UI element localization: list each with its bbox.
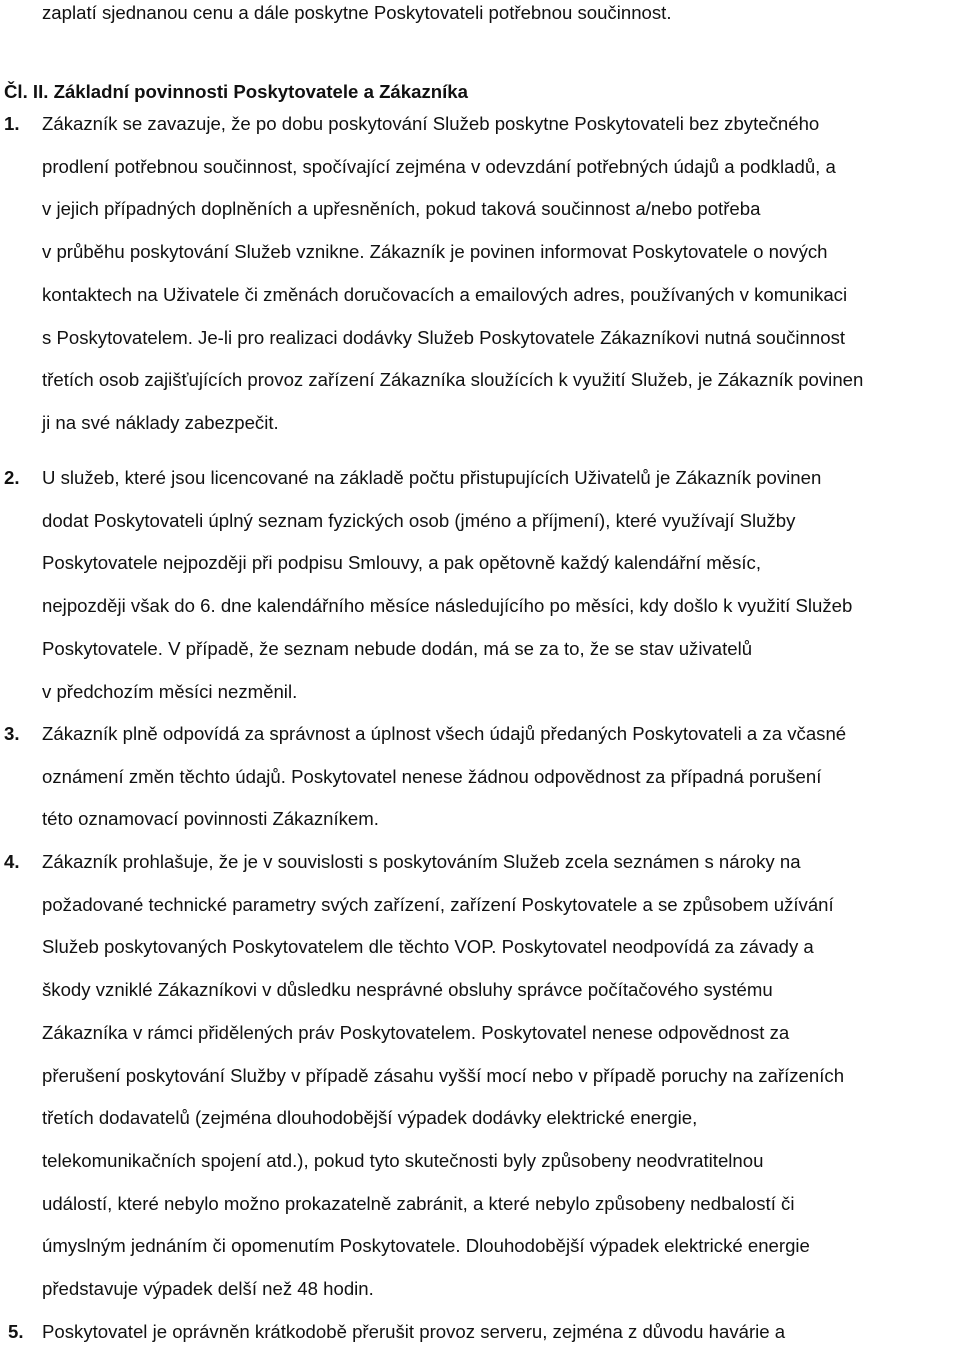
item-number: 1. [4,113,20,134]
paragraph-line: Poskytovatele nejpozději při podpisu Smlouvy, a pak opětovně každý kalendářní měsíc, [42,552,762,574]
item-number: 2. [4,467,20,488]
intro-line: zaplatí sjednanou cenu a dále poskytne Poskytovateli potřebnou součinnost. [42,2,672,23]
paragraph-line: požadované technické parametry svých zařízení, zařízení Poskytovatele a se způsobem užívání [42,893,834,915]
paragraph-line: přerušení poskytování Služby v případě zásahu vyšší mocí nebo v případě poruchy na zařízeních [42,1064,845,1086]
paragraph-line: Zákazník prohlašuje, že je v souvislosti s poskytováním Služeb zcela seznámen s nároky na [42,851,801,872]
paragraph-line: s Poskytovatelem. Je-li pro realizaci dodávky Služeb Poskytovatele Zákazníkovi nutná součinnost [42,326,846,348]
paragraph-line: dodat Poskytovateli úplný seznam fyzických osob (jméno a příjmení), které využívají Služby [42,509,796,531]
paragraph-line: třetích dodavatelů (zejména dlouhodobější výpadek dodávky elektrické energie, [42,1107,698,1129]
paragraph-line: kontaktech na Uživatele či změnách doručovacích a emailových adres, používaných v komunikaci [42,283,848,305]
paragraph-line: prodlení potřebnou součinnost, spočívající zejména v odevzdání potřebných údajů a podkladů, a [42,155,836,177]
paragraph-line: Poskytovatele. V případě, že seznam nebude dodán, má se za to, že se stav uživatelů [42,637,753,659]
item-number: 5. [8,1321,24,1342]
paragraph-line: událostí, které nebylo možno prokazatelně zabránit, a které nebylo způsobeny nedbalostí či [42,1192,795,1214]
paragraph-line: Poskytovatel je oprávněn krátkodobě přerušit provoz serveru, zejména z důvodu havárie a [42,1321,786,1342]
paragraph-line: oznámení změn těchto údajů. Poskytovatel nenese žádnou odpovědnost za případná porušení [42,765,822,787]
paragraph-line: v průběhu poskytování Služeb vznikne. Zákazník je povinen informovat Poskytovatele o nových [42,241,828,263]
paragraph-line: představuje výpadek delší než 48 hodin. [42,1278,374,1299]
item-number: 4. [4,851,20,872]
paragraph-line: škody vzniklé Zákazníkovi v důsledku nesprávné obsluhy správce počítačového systému [42,979,773,1001]
paragraph-line: v předchozím měsíci nezměnil. [42,680,298,702]
paragraph-line: této oznamovací povinnosti Zákazníkem. [42,808,379,830]
paragraph-line: v jejich případných doplněních a upřesněních, pokud taková součinnost a/nebo potřeba [42,198,761,220]
paragraph-line: U služeb, které jsou licencované na základě počtu přistupujících Uživatelů je Zákazník povinen [42,467,822,488]
paragraph-line: Služeb poskytovaných Poskytovatelem dle těchto VOP. Poskytovatel neodpovídá za závady a [42,936,814,958]
paragraph-line: úmyslným jednáním či opomenutím Poskytovatele. Dlouhodobější výpadek elektrické energie [42,1235,810,1257]
paragraph-line: Zákazník plně odpovídá za správnost a úplnost všech údajů předaných Poskytovateli a za včasné [42,723,847,744]
paragraph-line: Zákazníka v rámci přidělených práv Poskytovatelem. Poskytovatel nenese odpovědnost za [42,1021,790,1043]
paragraph-line: nejpozději však do 6. dne kalendářního měsíce následujícího po měsíci, kdy došlo k využití Služeb [42,595,853,617]
paragraph-line: Zákazník se zavazuje, že po dobu poskytování Služeb poskytne Poskytovateli bez zbytečného [42,113,820,134]
paragraph-line: třetích osob zajišťujících provoz zařízení Zákazníka sloužících k využití Služeb, je Zákazník povinen [42,369,864,391]
item-number: 3. [4,723,20,744]
article-heading: Čl. II. Základní povinnosti Poskytovatele a Zákazníka [4,81,468,102]
paragraph-line: ji na své náklady zabezpečit. [42,411,279,433]
paragraph-line: telekomunikačních spojení atd.), pokud tyto skutečnosti byly způsobeny neodvratitelnou [42,1149,764,1171]
